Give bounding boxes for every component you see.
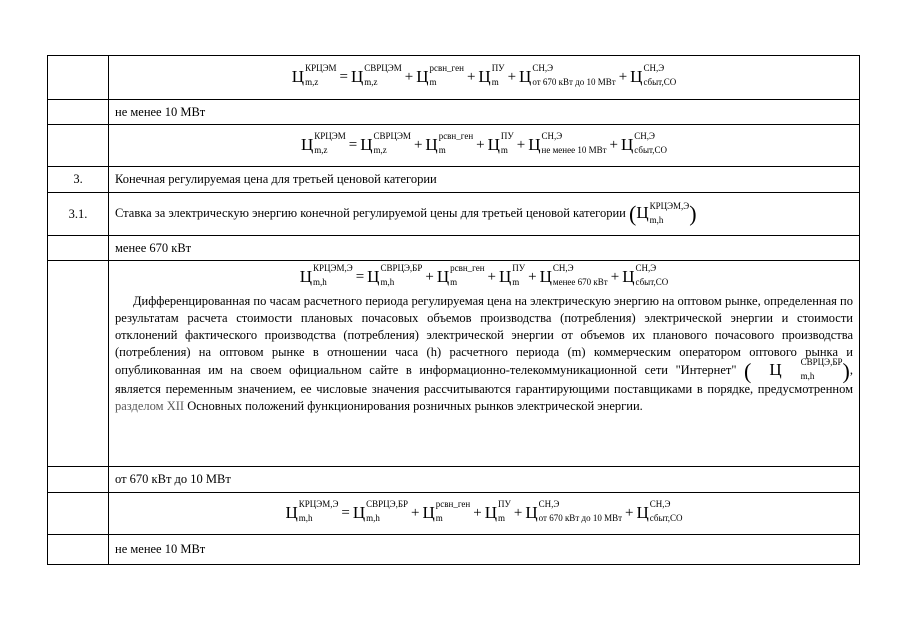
formula-cell — [109, 56, 860, 100]
term-indices — [635, 262, 669, 287]
capacity-label: менее 670 кВт — [109, 236, 860, 261]
price-term — [299, 262, 353, 287]
price-term — [360, 131, 411, 156]
plus-sign: + — [425, 268, 434, 285]
table-row — [48, 493, 860, 535]
section-title — [109, 193, 860, 236]
term-indices — [512, 262, 526, 287]
row-number-cell — [48, 493, 109, 535]
formula-cell — [109, 125, 860, 167]
term-subscript: m — [500, 145, 508, 156]
price-term — [751, 356, 843, 381]
term-subscript: сбыт,СО — [649, 513, 683, 524]
equals-sign: = — [339, 69, 348, 86]
term-base: Ц — [484, 503, 497, 523]
price-term — [539, 262, 608, 287]
term-superscript: СН,Э — [538, 499, 560, 510]
term-subscript: m,h — [366, 513, 380, 524]
term-base: Ц — [769, 359, 782, 379]
paren-open: ( — [629, 201, 637, 226]
term-indices — [314, 131, 346, 156]
term-superscript: рсвн_ген — [435, 499, 471, 510]
formula-670-10 — [285, 499, 683, 524]
price-term — [478, 63, 505, 88]
price-term — [636, 499, 683, 524]
term-indices — [649, 200, 690, 225]
price-symbol — [636, 200, 690, 225]
price-symbol — [751, 356, 843, 381]
table-row — [48, 125, 860, 167]
term-superscript: СН,Э — [635, 262, 657, 273]
term-indices — [634, 131, 668, 156]
row-number-cell — [48, 535, 109, 565]
table-row — [48, 56, 860, 100]
row-number-cell — [48, 125, 109, 167]
plus-sign: + — [404, 69, 414, 86]
plus-sign: + — [413, 137, 423, 154]
term-superscript: КРЦЭМ — [305, 63, 337, 74]
term-superscript: СН,Э — [552, 262, 574, 273]
price-term — [487, 131, 514, 156]
para-part2: , является переменным значением, ее числовые значения рассчитываются гарантирующими поставщиками в порядке, предусмотренном — [115, 362, 853, 396]
term-superscript: рсвн_ген — [450, 262, 485, 273]
term-subscript: m,z — [305, 77, 319, 88]
term-base: Ц — [300, 135, 314, 155]
term-indices — [532, 63, 616, 88]
term-indices — [429, 63, 464, 88]
row-number-cell — [48, 261, 109, 467]
term-indices — [498, 499, 511, 524]
term-subscript: m,h — [800, 370, 815, 381]
term-superscript: рсвн_ген — [438, 131, 474, 142]
formula-lt670 — [299, 262, 669, 287]
price-term — [528, 131, 607, 156]
term-subscript: сбыт,СО — [643, 77, 677, 88]
term-base: Ц — [620, 135, 634, 155]
explanation-paragraph — [115, 293, 853, 415]
row-number-cell — [48, 236, 109, 261]
term-base: Ц — [528, 135, 541, 155]
plus-sign: + — [610, 268, 620, 285]
term-superscript: СН,Э — [541, 131, 563, 142]
term-superscript: СН,Э — [532, 63, 554, 74]
term-superscript: СВРЦЭ,БР — [366, 499, 409, 510]
term-indices — [366, 499, 409, 524]
price-term — [352, 499, 409, 524]
price-term — [367, 262, 423, 287]
price-term — [350, 63, 402, 88]
term-superscript: СН,Э — [643, 63, 665, 74]
term-indices — [541, 131, 607, 156]
term-superscript: СВРЦЭМ — [373, 131, 411, 142]
term-indices — [313, 262, 353, 287]
term-superscript: ПУ — [498, 499, 511, 510]
term-subscript: m,z — [364, 77, 378, 88]
term-subscript: m — [498, 513, 506, 524]
term-base: Ц — [499, 266, 512, 286]
term-subscript: m,h — [313, 276, 327, 287]
term-base: Ц — [352, 503, 366, 523]
price-term — [620, 131, 668, 156]
term-superscript: СН,Э — [634, 131, 655, 142]
term-subscript: m — [491, 77, 499, 88]
term-superscript: СВРЦЭМ — [364, 63, 402, 74]
plus-sign: + — [618, 69, 628, 86]
term-base: Ц — [425, 135, 438, 155]
term-superscript: КРЦЭМ,Э — [298, 499, 339, 510]
term-indices — [643, 63, 677, 88]
price-term — [525, 499, 623, 524]
term-indices — [491, 63, 505, 88]
term-subscript: m — [429, 77, 437, 88]
paren-close: ) — [689, 201, 697, 226]
plus-sign: + — [609, 137, 618, 154]
term-subscript: от 670 кВт до 10 МВт — [538, 513, 623, 524]
term-base: Ц — [350, 67, 364, 87]
term-indices — [380, 262, 423, 287]
paren-close: ) — [842, 358, 850, 384]
formula-paragraph-cell — [109, 261, 860, 467]
price-term — [622, 262, 669, 287]
formula-wrap — [115, 262, 853, 287]
term-subscript: от 670 кВт до 10 МВт — [532, 77, 616, 88]
term-base: Ц — [367, 266, 380, 286]
term-base: Ц — [519, 67, 532, 87]
term-subscript: m,z — [314, 145, 328, 156]
term-base: Ц — [630, 67, 643, 87]
formula-cell — [109, 493, 860, 535]
term-base: Ц — [636, 203, 649, 223]
plus-sign: + — [528, 268, 537, 285]
price-term — [425, 131, 474, 156]
term-superscript: КРЦЭМ — [314, 131, 346, 142]
term-subscript: m — [435, 513, 443, 524]
price-term — [484, 499, 511, 524]
term-indices — [364, 63, 402, 88]
price-term — [291, 63, 337, 88]
plus-sign: + — [516, 137, 526, 154]
section-number: 3.1. — [48, 193, 109, 236]
term-superscript: КРЦЭМ,Э — [313, 262, 353, 273]
section-number: 3. — [48, 167, 109, 193]
term-indices — [305, 63, 337, 88]
term-base: Ц — [487, 135, 500, 155]
term-indices — [450, 262, 485, 287]
row-number-cell — [48, 467, 109, 493]
plus-sign: + — [513, 505, 523, 522]
term-superscript: рсвн_ген — [429, 63, 464, 74]
term-base: Ц — [291, 67, 305, 87]
plus-sign: + — [487, 268, 497, 285]
term-base: Ц — [360, 135, 373, 155]
term-subscript: m,h — [380, 276, 395, 287]
term-subscript: m — [438, 145, 446, 156]
term-base: Ц — [285, 503, 298, 523]
formula-ge10 — [300, 131, 668, 156]
term-base: Ц — [436, 266, 450, 286]
term-base: Ц — [478, 67, 491, 87]
section-title: Конечная регулируемая цена для третьей ценовой категории — [109, 167, 860, 193]
term-indices — [552, 262, 608, 287]
para-part3: Основных положений функционирования розничных рынков электрической энергии. — [187, 398, 643, 413]
price-term — [285, 499, 339, 524]
plus-sign: + — [476, 137, 485, 154]
term-subscript: сбыт,СО — [635, 276, 669, 287]
term-base: Ц — [299, 266, 313, 286]
term-subscript: менее 670 кВт — [552, 276, 608, 287]
section-xii-link[interactable]: разделом XII — [115, 398, 185, 413]
term-base: Ц — [525, 503, 538, 523]
plus-sign: + — [411, 505, 420, 522]
term-indices — [538, 499, 623, 524]
table-row — [48, 100, 860, 125]
capacity-label: не менее 10 МВт — [109, 535, 860, 565]
plus-sign: + — [473, 505, 482, 522]
table-row — [48, 261, 860, 467]
term-indices — [500, 131, 514, 156]
para-part1: Дифференцированная по часам расчетного периода регулируемая цена на электрическую энергию на оптовом рынке, определенная по результатам расчета стоимости плановых почасовых объемов производства (потребления) электрической энергии и стоимости отклонений фактического производства (потребления) электрической энергии от объемов их планового почасового производства (потребления) на оптовом рынке в отношении часа (h) расчетного периода (m) коммерческим оператором оптового рынка и опубликованная им на своем официальном сайте в информационно-телекоммуникационной сети "Интернет" — [115, 293, 853, 377]
table-row — [48, 535, 860, 565]
term-superscript: КРЦЭМ,Э — [649, 200, 690, 211]
term-subscript: сбыт,СО — [634, 145, 668, 156]
formula-top — [291, 63, 677, 88]
paren-open: ( — [744, 358, 752, 384]
term-base: Ц — [636, 503, 649, 523]
row-number-cell — [48, 100, 109, 125]
capacity-label: от 670 кВт до 10 МВт — [109, 467, 860, 493]
equals-sign: = — [355, 268, 365, 285]
term-base: Ц — [422, 503, 435, 523]
tariff-table — [47, 55, 860, 565]
term-superscript: ПУ — [491, 63, 505, 74]
term-superscript: ПУ — [500, 131, 514, 142]
price-term — [499, 262, 526, 287]
term-indices — [435, 499, 471, 524]
price-term — [519, 63, 616, 88]
price-term — [630, 63, 677, 88]
term-indices — [373, 131, 411, 156]
row-number-cell — [48, 56, 109, 100]
term-base: Ц — [416, 67, 429, 87]
term-superscript: ПУ — [512, 262, 526, 273]
price-term — [416, 63, 464, 88]
term-subscript: m,h — [649, 214, 664, 225]
term-subscript: не менее 10 МВт — [541, 145, 607, 156]
term-base: Ц — [622, 266, 635, 286]
term-indices — [783, 356, 843, 381]
table-row — [48, 193, 860, 236]
table-row — [48, 236, 860, 261]
term-superscript: СВРЦЭ,БР — [800, 356, 843, 367]
equals-sign: = — [348, 137, 358, 154]
term-base: Ц — [539, 266, 552, 286]
term-subscript: m — [450, 276, 458, 287]
price-term — [422, 499, 471, 524]
term-subscript: m — [512, 276, 520, 287]
price-term — [300, 131, 346, 156]
term-subscript: m,z — [373, 145, 387, 156]
plus-sign: + — [466, 69, 476, 86]
term-indices — [649, 499, 683, 524]
term-superscript: СВРЦЭ,БР — [380, 262, 423, 273]
price-term — [436, 262, 485, 287]
term-indices — [438, 131, 474, 156]
plus-sign: + — [625, 505, 634, 522]
term-subscript: m,h — [298, 513, 313, 524]
section-title-text: Ставка за электрическую энергию конечной регулируемой цены для третьей ценовой категории — [115, 205, 626, 220]
equals-sign: = — [341, 505, 350, 522]
capacity-label: не менее 10 МВт — [109, 100, 860, 125]
term-superscript: СН,Э — [649, 499, 671, 510]
plus-sign: + — [507, 69, 517, 86]
price-term — [636, 200, 690, 225]
table-row — [48, 467, 860, 493]
table-row — [48, 167, 860, 193]
term-indices — [298, 499, 339, 524]
